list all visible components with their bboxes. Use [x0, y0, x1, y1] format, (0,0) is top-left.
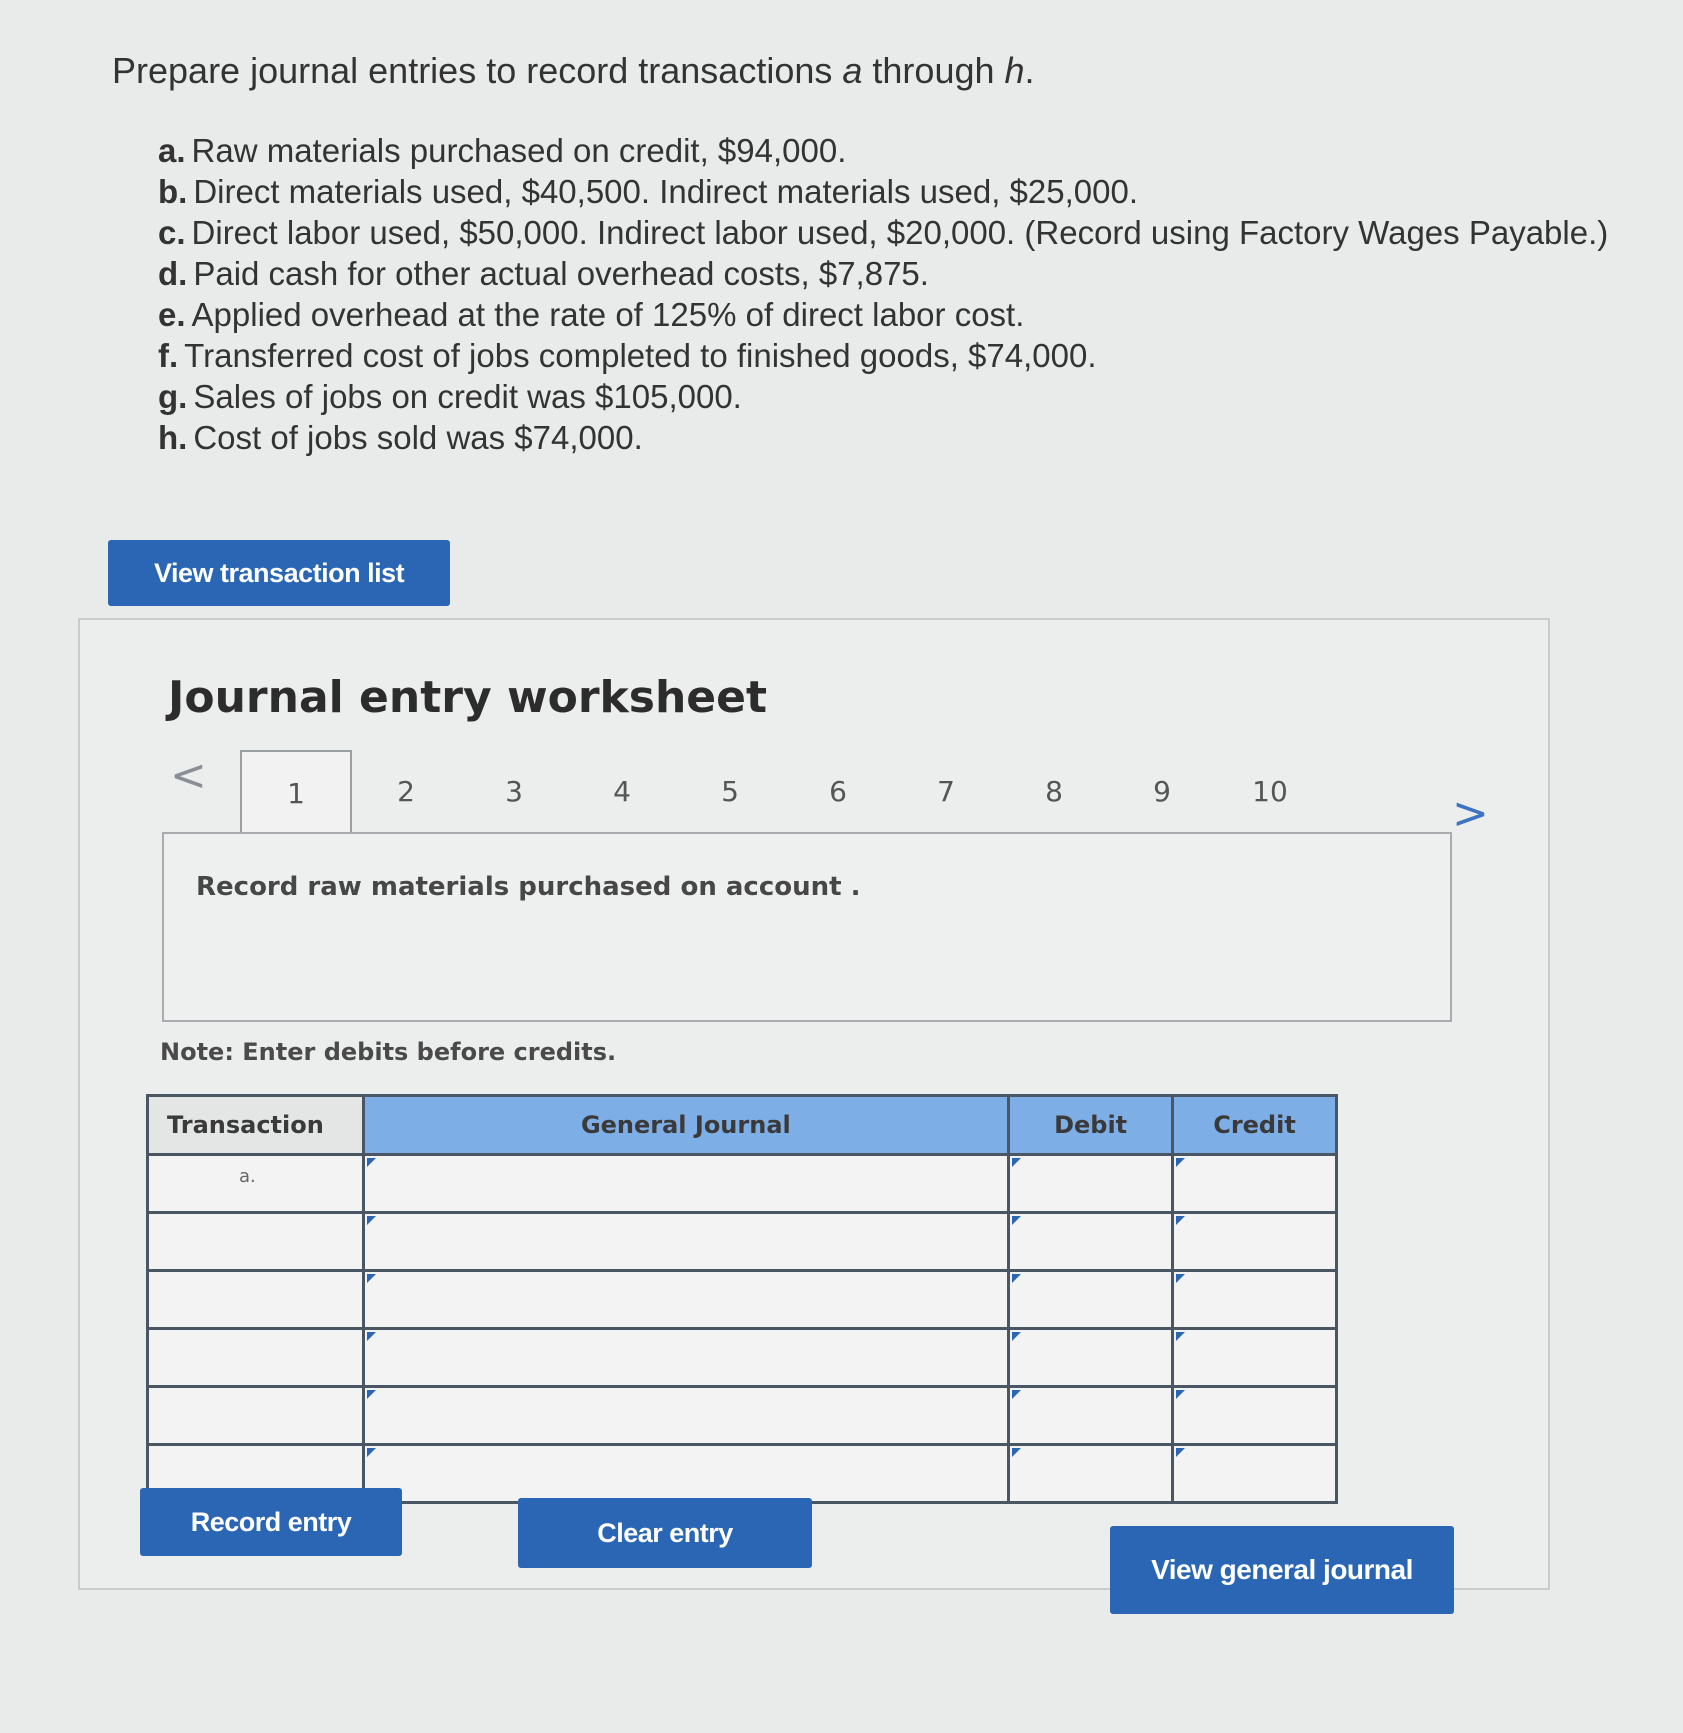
table-row: [148, 1387, 1337, 1445]
header-general-journal: General Journal: [363, 1096, 1009, 1155]
journal-entry-worksheet: [78, 618, 1550, 1590]
debit-cell[interactable]: [1009, 1213, 1173, 1271]
title-prefix: Prepare journal entries to record transactions: [112, 50, 843, 91]
dropdown-corner-icon: [367, 1274, 376, 1283]
input-corner-icon: [1176, 1158, 1185, 1167]
tab-5[interactable]: 5: [721, 774, 739, 808]
debit-cell[interactable]: [1009, 1155, 1173, 1213]
header-transaction: Transaction: [148, 1096, 364, 1155]
transaction-letter: c.: [158, 214, 186, 251]
transaction-letter: d.: [158, 255, 188, 292]
tab-3[interactable]: 3: [505, 774, 523, 808]
transaction-letter: f.: [158, 337, 179, 374]
debit-cell[interactable]: [1009, 1329, 1173, 1387]
prompt-text: Record raw materials purchased on account .: [196, 872, 861, 902]
tab-4[interactable]: 4: [613, 774, 631, 808]
input-corner-icon: [1012, 1332, 1021, 1341]
transaction-text: Paid cash for other actual overhead costs, $7,875.: [193, 255, 929, 292]
transaction-letter: h.: [158, 419, 188, 456]
tab-2[interactable]: 2: [397, 774, 415, 808]
input-corner-icon: [1012, 1448, 1021, 1457]
prompt-box: [162, 832, 1452, 1022]
chevron-left-icon[interactable]: <: [170, 750, 207, 801]
tab-8[interactable]: 8: [1045, 774, 1063, 808]
dropdown-corner-icon: [367, 1216, 376, 1225]
transaction-item: [158, 130, 1608, 171]
title-suffix: .: [1024, 50, 1035, 91]
tab-1[interactable]: 1: [240, 750, 352, 834]
transaction-letter: e.: [158, 296, 186, 333]
chevron-right-icon[interactable]: >: [1452, 788, 1489, 839]
transaction-item: [158, 253, 1608, 294]
transaction-cell: [148, 1387, 364, 1445]
input-corner-icon: [1012, 1390, 1021, 1399]
transaction-item: [158, 294, 1608, 335]
transaction-cell: [148, 1213, 364, 1271]
input-corner-icon: [1176, 1448, 1185, 1457]
debit-cell[interactable]: [1009, 1271, 1173, 1329]
title-h: h: [1004, 50, 1025, 91]
tab-10[interactable]: 10: [1252, 774, 1288, 808]
input-corner-icon: [1012, 1216, 1021, 1225]
header-credit: Credit: [1173, 1096, 1337, 1155]
instructions-title: [112, 50, 1608, 92]
transaction-text: Applied overhead at the rate of 125% of direct labor cost.: [191, 296, 1025, 333]
record-entry-button[interactable]: Record entry: [140, 1488, 402, 1556]
input-corner-icon: [1012, 1274, 1021, 1283]
credit-cell[interactable]: [1173, 1329, 1337, 1387]
input-corner-icon: [1176, 1332, 1185, 1341]
dropdown-corner-icon: [367, 1332, 376, 1341]
debit-cell[interactable]: [1009, 1445, 1173, 1503]
account-cell[interactable]: [363, 1329, 1009, 1387]
clear-entry-button[interactable]: Clear entry: [518, 1498, 812, 1568]
credit-cell[interactable]: [1173, 1155, 1337, 1213]
transaction-letter: g.: [158, 378, 188, 415]
account-cell[interactable]: [363, 1155, 1009, 1213]
transaction-text: Raw materials purchased on credit, $94,000.: [191, 132, 847, 169]
input-corner-icon: [1176, 1390, 1185, 1399]
instructions: [112, 50, 1608, 458]
input-corner-icon: [1012, 1158, 1021, 1167]
transaction-cell: [148, 1329, 364, 1387]
input-corner-icon: [1176, 1216, 1185, 1225]
view-transaction-list-button[interactable]: View transaction list: [108, 540, 450, 606]
transaction-item: [158, 335, 1608, 376]
credit-cell[interactable]: [1173, 1271, 1337, 1329]
view-general-journal-button[interactable]: View general journal: [1110, 1526, 1454, 1614]
transaction-text: Transferred cost of jobs completed to finished goods, $74,000.: [184, 337, 1097, 374]
title-mid: through: [862, 50, 1005, 91]
input-corner-icon: [1176, 1274, 1185, 1283]
worksheet-title: Journal entry worksheet: [168, 672, 768, 723]
journal-table: [146, 1094, 1338, 1504]
transaction-item: [158, 376, 1608, 417]
credit-cell[interactable]: [1173, 1387, 1337, 1445]
credit-cell[interactable]: [1173, 1213, 1337, 1271]
journal-header-row: [148, 1096, 1337, 1155]
transaction-item: [158, 171, 1608, 212]
transaction-item: [158, 417, 1608, 458]
transaction-text: Direct labor used, $50,000. Indirect labor used, $20,000. (Record using Factory Wages Payable.): [191, 214, 1609, 251]
transaction-text: Cost of jobs sold was $74,000.: [193, 419, 643, 456]
tab-6[interactable]: 6: [829, 774, 847, 808]
debit-cell[interactable]: [1009, 1387, 1173, 1445]
table-row: [148, 1155, 1337, 1213]
table-row: [148, 1329, 1337, 1387]
account-cell[interactable]: [363, 1387, 1009, 1445]
dropdown-corner-icon: [367, 1158, 376, 1167]
transaction-letter: b.: [158, 173, 188, 210]
transaction-cell: a.: [148, 1155, 364, 1213]
transaction-text: Sales of jobs on credit was $105,000.: [193, 378, 742, 415]
transaction-list: [112, 130, 1608, 458]
dropdown-corner-icon: [367, 1390, 376, 1399]
account-cell[interactable]: [363, 1271, 1009, 1329]
tab-9[interactable]: 9: [1153, 774, 1171, 808]
transaction-letter: a.: [158, 132, 186, 169]
dropdown-corner-icon: [367, 1448, 376, 1457]
note-text: Note: Enter debits before credits.: [160, 1038, 617, 1066]
transaction-cell: [148, 1271, 364, 1329]
account-cell[interactable]: [363, 1213, 1009, 1271]
tab-7[interactable]: 7: [937, 774, 955, 808]
transaction-item: [158, 212, 1608, 253]
account-cell[interactable]: [363, 1445, 1009, 1503]
credit-cell[interactable]: [1173, 1445, 1337, 1503]
table-row: [148, 1271, 1337, 1329]
transaction-text: Direct materials used, $40,500. Indirect materials used, $25,000.: [193, 173, 1139, 210]
table-row: [148, 1213, 1337, 1271]
title-a: a: [842, 50, 863, 91]
worksheet-tabs: [240, 750, 1324, 834]
header-debit: Debit: [1009, 1096, 1173, 1155]
